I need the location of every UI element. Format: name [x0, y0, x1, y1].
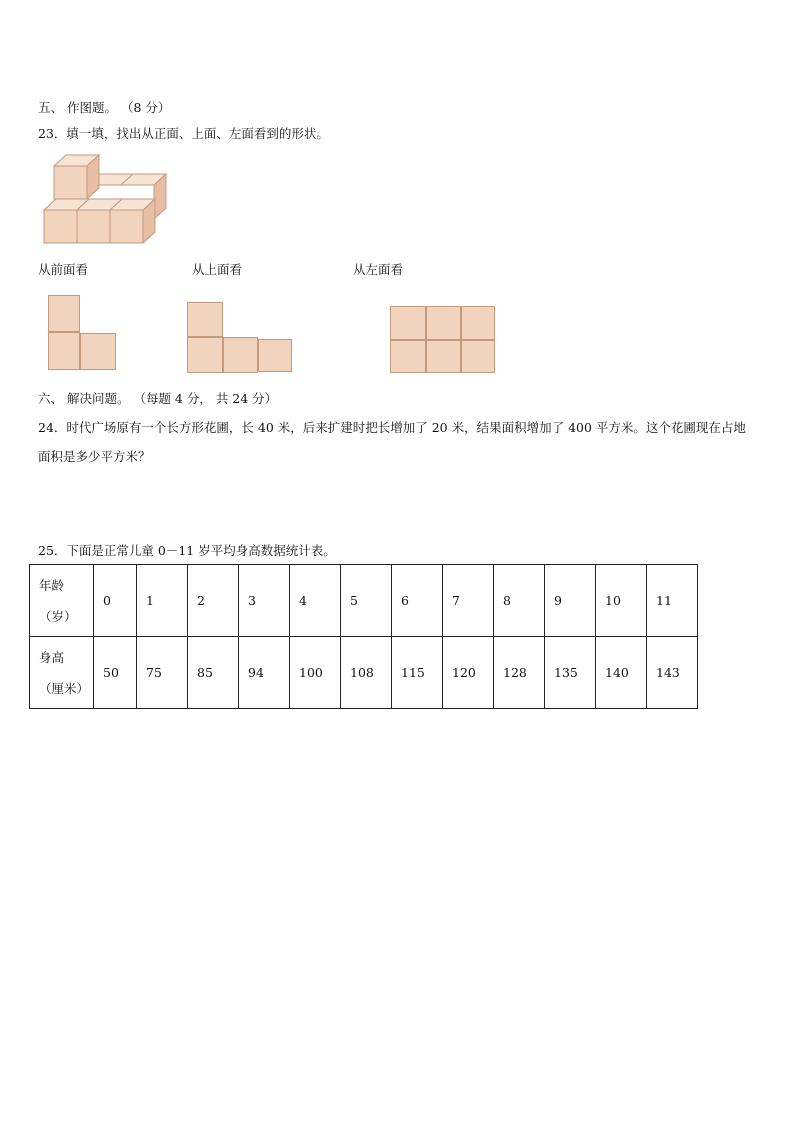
age-cell: 2	[188, 565, 239, 637]
left-view-square	[426, 306, 461, 340]
height-cell: 75	[137, 637, 188, 709]
age-cell: 6	[392, 565, 443, 637]
height-cell: 94	[239, 637, 290, 709]
label-front-view: 从前面看	[38, 262, 89, 277]
age-cell: 5	[341, 565, 392, 637]
label-left-view: 从左面看	[353, 262, 404, 277]
height-header-line1: 身高	[39, 649, 65, 665]
height-cell: 140	[596, 637, 647, 709]
section-5-title: 五、 作图题。 （8 分）	[38, 100, 171, 115]
top-view-square	[187, 337, 223, 373]
left-view-square	[390, 306, 426, 340]
age-cell: 8	[494, 565, 545, 637]
label-top-view: 从上面看	[192, 262, 243, 277]
question-23-text: 23．填一填，找出从正面、上面、左面看到的形状。	[38, 126, 329, 141]
age-cell: 1	[137, 565, 188, 637]
question-24-text: 24．时代广场原有一个长方形花圃，长 40 米，后来扩建时把长增加了 20 米，结果面积增加了 400 平方米。这个花圃现在占地面积是多少平方米？	[38, 420, 746, 464]
height-cell: 128	[494, 637, 545, 709]
table-row-height	[30, 637, 698, 709]
age-cell: 9	[545, 565, 596, 637]
height-header-cell	[30, 637, 94, 709]
front-view-square	[48, 332, 80, 370]
left-view-square	[426, 340, 461, 373]
age-cell: 7	[443, 565, 494, 637]
age-cell: 10	[596, 565, 647, 637]
cube-front-face	[54, 166, 87, 199]
height-cell: 143	[647, 637, 698, 709]
age-header-cell	[30, 565, 94, 637]
top-view-square	[258, 339, 292, 372]
height-cell: 115	[392, 637, 443, 709]
top-view-square	[187, 302, 223, 337]
height-cell: 120	[443, 637, 494, 709]
age-header-line1: 年龄	[39, 577, 65, 593]
age-cell: 4	[290, 565, 341, 637]
height-cell: 135	[545, 637, 596, 709]
cube-stack-figure	[42, 152, 172, 247]
question-25-text: 25．下面是正常儿童 0－11 岁平均身高数据统计表。	[38, 543, 336, 558]
height-cell: 108	[341, 637, 392, 709]
height-cell: 50	[94, 637, 137, 709]
top-view-square	[223, 337, 258, 373]
left-view-square	[461, 306, 495, 340]
age-header-line2: （岁）	[39, 608, 77, 624]
cube-front-face	[44, 210, 77, 243]
left-view-square	[461, 340, 495, 373]
age-cell: 0	[94, 565, 137, 637]
front-view-square	[80, 333, 116, 370]
height-header-line2: （厘米）	[39, 680, 90, 696]
height-cell: 100	[290, 637, 341, 709]
cube-front-face	[110, 210, 143, 243]
front-view-square	[48, 295, 80, 332]
cube-front-face	[77, 210, 110, 243]
height-cell: 85	[188, 637, 239, 709]
section-6-title: 六、 解决问题。 （每题 4 分， 共 24 分）	[38, 391, 278, 406]
table-row-age	[30, 565, 698, 637]
left-view-square	[390, 340, 426, 373]
age-cell: 3	[239, 565, 290, 637]
age-cell: 11	[647, 565, 698, 637]
height-statistics-table	[29, 564, 698, 709]
